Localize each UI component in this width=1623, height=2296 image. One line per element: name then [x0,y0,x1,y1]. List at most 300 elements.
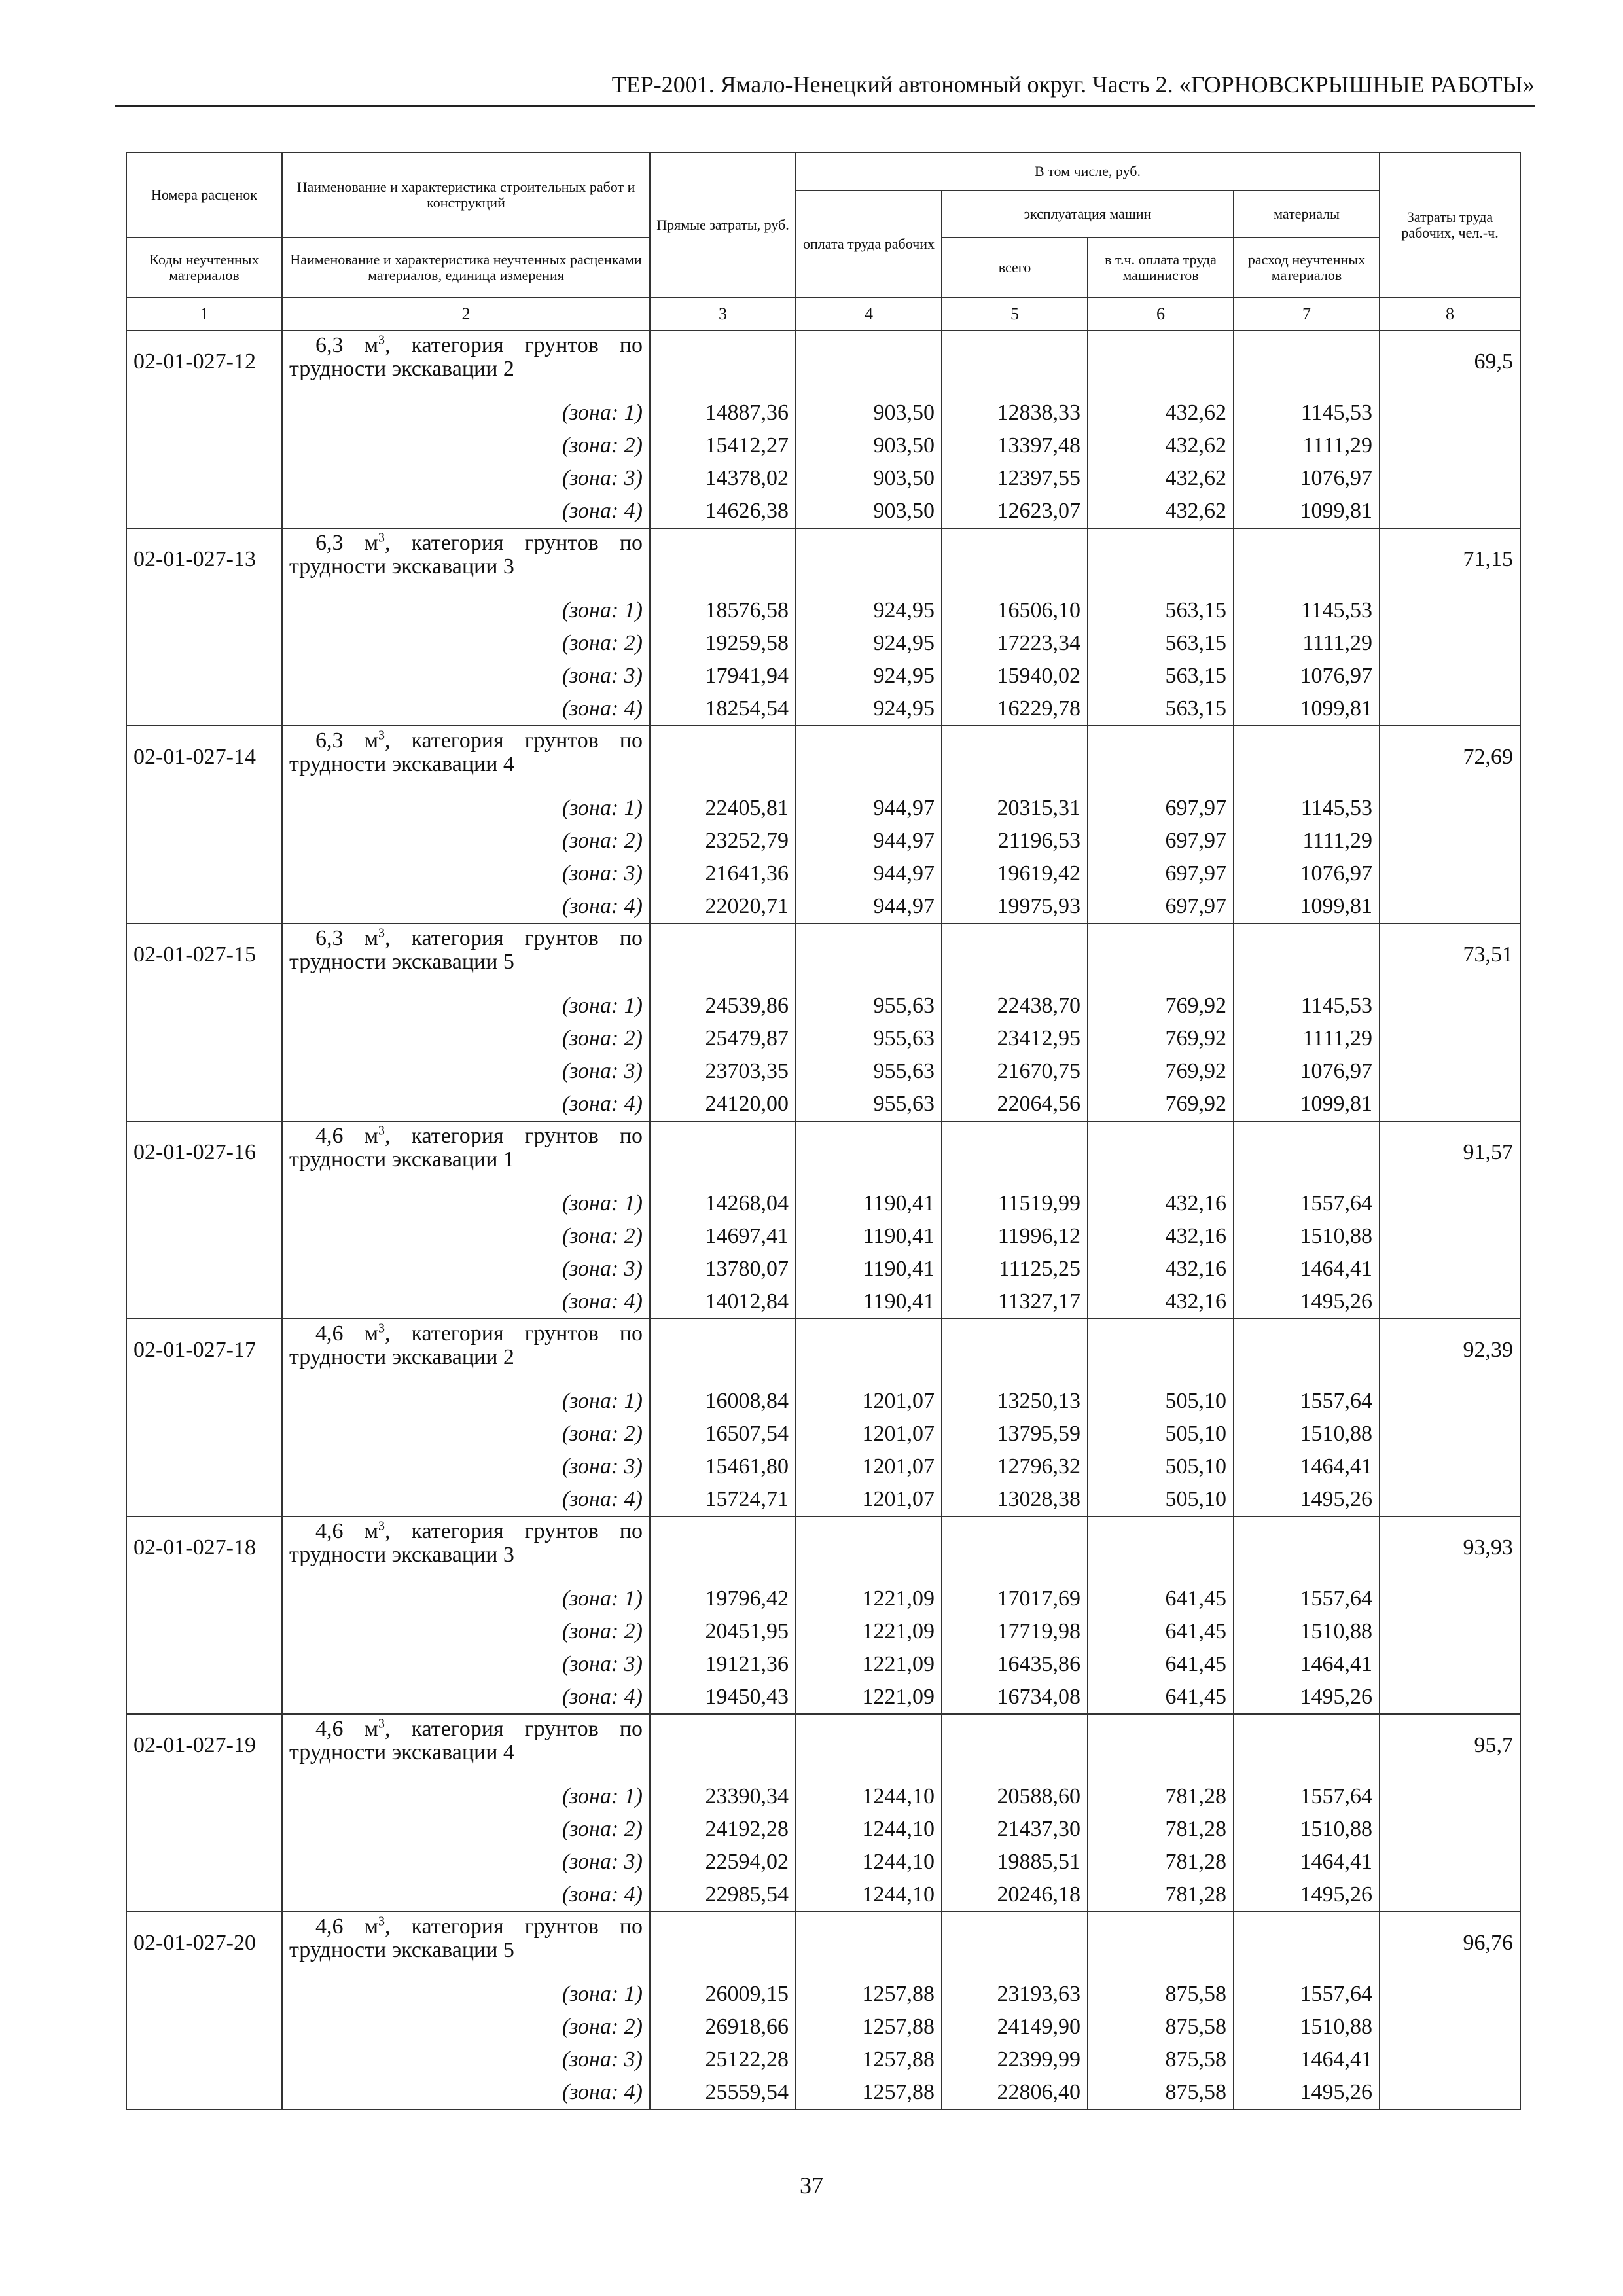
empty-cell [1380,1285,1520,1319]
materials-cost: 1510,88 [1234,2011,1380,2043]
zone-label: (зона: 1) [282,990,650,1022]
empty-cell [942,1550,1088,1583]
rate-description-line1 [289,927,643,950]
worker-pay: 1201,07 [796,1450,942,1483]
machine-total: 16435,86 [942,1648,1088,1681]
zone-label: (зона: 1) [282,1583,650,1615]
soil-category-label: , категория грунтов по [385,1321,643,1346]
worker-pay: 1201,07 [796,1483,942,1516]
empty-cell [126,890,282,924]
zone-label: (зона: 2) [282,1220,650,1253]
direct-costs: 25122,28 [650,2043,796,2076]
empty-cell [1234,1121,1380,1155]
header-rule [115,105,1535,107]
worker-pay: 955,63 [796,1055,942,1088]
zone-row [126,692,1520,726]
direct-costs: 23703,35 [650,1055,796,1088]
zone-row [126,2076,1520,2109]
materials-cost: 1099,81 [1234,890,1380,924]
rate-description-line1 [289,334,643,357]
worker-pay: 1221,09 [796,1681,942,1714]
empty-cell [126,1450,282,1483]
rate-item [126,1516,1520,1714]
empty-cell [1380,857,1520,890]
direct-costs: 18576,58 [650,594,796,627]
operator-pay: 432,16 [1088,1220,1234,1253]
empty-cell [796,1912,942,1945]
col-work-name: Наименование и характеристика строительных работ и конструкций [282,152,650,238]
empty-cell [650,364,796,397]
empty-cell [126,1583,282,1615]
zone-label: (зона: 4) [282,1285,650,1319]
zone-label: (зона: 2) [282,627,650,660]
direct-costs: 19121,36 [650,1648,796,1681]
rate-item [126,726,1520,924]
zone-row [126,1450,1520,1483]
empty-cell [1380,1583,1520,1615]
empty-cell [1234,331,1380,364]
labor-cost: 93,93 [1380,1516,1520,1583]
rate-code: 02-01-027-13 [126,528,282,594]
unit-superscript: 3 [378,1123,385,1138]
col-machine-total: всего [942,238,1088,298]
materials-cost: 1099,81 [1234,692,1380,726]
empty-cell [1380,1253,1520,1285]
rate-description [282,1121,650,1187]
machine-total: 19975,93 [942,890,1088,924]
rate-code: 02-01-027-17 [126,1319,282,1385]
worker-pay: 903,50 [796,397,942,429]
direct-costs: 21641,36 [650,857,796,890]
machine-total: 15940,02 [942,660,1088,692]
zone-row [126,825,1520,857]
operator-pay: 432,16 [1088,1187,1234,1220]
rate-description-line1 [289,1717,643,1741]
zone-label: (зона: 4) [282,495,650,528]
empty-cell [1380,1187,1520,1220]
rate-description-line1 [289,1124,643,1148]
soil-category-label: , категория грунтов по [385,926,643,950]
unit-superscript: 3 [378,1321,385,1336]
zone-label: (зона: 2) [282,1418,650,1450]
rate-description [282,924,650,990]
empty-cell [1234,924,1380,957]
empty-cell [1380,1450,1520,1483]
worker-pay: 924,95 [796,627,942,660]
empty-cell [126,990,282,1022]
zone-label: (зона: 3) [282,1450,650,1483]
worker-pay: 955,63 [796,990,942,1022]
empty-cell [942,364,1088,397]
worker-pay: 1257,88 [796,2043,942,2076]
rate-description-line2: трудности экскавации 5 [289,950,514,974]
rate-item [126,924,1520,1121]
empty-cell [650,1155,796,1187]
direct-costs: 14697,41 [650,1220,796,1253]
col-labor-costs: Затраты труда рабочих, чел.-ч. [1380,152,1520,298]
table-row [126,1912,1520,1945]
materials-cost: 1510,88 [1234,1418,1380,1450]
empty-cell [1380,1681,1520,1714]
empty-cell [942,1516,1088,1550]
direct-costs: 14626,38 [650,495,796,528]
empty-cell [796,759,942,792]
operator-pay: 563,15 [1088,660,1234,692]
zone-row [126,1780,1520,1813]
empty-cell [650,562,796,594]
empty-cell [1380,792,1520,825]
empty-cell [1380,1088,1520,1121]
col-worker-pay: оплата труда рабочих [796,190,942,298]
zone-row [126,1253,1520,1285]
rate-description [282,528,650,594]
operator-pay: 563,15 [1088,692,1234,726]
materials-cost: 1510,88 [1234,1615,1380,1648]
zone-label: (зона: 3) [282,2043,650,2076]
empty-cell [1380,1846,1520,1878]
worker-pay: 1190,41 [796,1187,942,1220]
empty-cell [942,1352,1088,1385]
empty-cell [126,1681,282,1714]
empty-cell [1380,825,1520,857]
empty-cell [1380,495,1520,528]
worker-pay: 1257,88 [796,1978,942,2011]
materials-cost: 1510,88 [1234,1220,1380,1253]
machine-total: 20246,18 [942,1878,1088,1912]
operator-pay: 641,45 [1088,1583,1234,1615]
operator-pay: 563,15 [1088,627,1234,660]
empty-cell [1088,1748,1234,1780]
empty-cell [126,2076,282,2109]
rate-description [282,1912,650,1978]
materials-cost: 1111,29 [1234,627,1380,660]
zone-row [126,1187,1520,1220]
machine-total: 17017,69 [942,1583,1088,1615]
worker-pay: 1190,41 [796,1220,942,1253]
direct-costs: 19450,43 [650,1681,796,1714]
empty-cell [1234,1748,1380,1780]
empty-cell [796,1945,942,1978]
rate-description-line1 [289,729,643,753]
machine-total: 12397,55 [942,462,1088,495]
zone-label: (зона: 4) [282,692,650,726]
direct-costs: 14887,36 [650,397,796,429]
rate-description-line2: трудности экскавации 3 [289,554,514,579]
direct-costs: 17941,94 [650,660,796,692]
empty-cell [1234,759,1380,792]
zone-row [126,1648,1520,1681]
operator-pay: 505,10 [1088,1385,1234,1418]
labor-cost: 71,15 [1380,528,1520,594]
empty-cell [126,1187,282,1220]
soil-category-label: , категория грунтов по [385,1124,643,1148]
soil-category-label: , категория грунтов по [385,1519,643,1543]
empty-cell [942,331,1088,364]
empty-cell [1088,562,1234,594]
rate-description-line2: трудности экскавации 4 [289,752,514,776]
machine-total: 22064,56 [942,1088,1088,1121]
rate-code: 02-01-027-14 [126,726,282,792]
table-row [126,1714,1520,1748]
empty-cell [796,1550,942,1583]
zone-row [126,1681,1520,1714]
direct-costs: 15724,71 [650,1483,796,1516]
rate-description [282,726,650,792]
materials-cost: 1495,26 [1234,1681,1380,1714]
direct-costs: 26009,15 [650,1978,796,2011]
empty-cell [650,1714,796,1748]
materials-cost: 1557,64 [1234,1780,1380,1813]
empty-cell [1088,957,1234,990]
empty-cell [126,495,282,528]
soil-category-label: , категория грунтов по [385,728,643,753]
zone-label: (зона: 4) [282,2076,650,2109]
bucket-volume: 4,6 м [315,1914,379,1939]
empty-cell [1380,1978,1520,2011]
zone-label: (зона: 2) [282,825,650,857]
zone-row [126,397,1520,429]
empty-cell [796,562,942,594]
zone-row [126,1878,1520,1912]
empty-cell [942,1714,1088,1748]
zone-label: (зона: 1) [282,1780,650,1813]
bucket-volume: 6,3 м [315,531,379,555]
materials-cost: 1099,81 [1234,1088,1380,1121]
operator-pay: 781,28 [1088,1846,1234,1878]
empty-cell [1380,462,1520,495]
worker-pay: 903,50 [796,462,942,495]
machine-total: 23412,95 [942,1022,1088,1055]
empty-cell [1380,692,1520,726]
materials-cost: 1145,53 [1234,990,1380,1022]
direct-costs: 14378,02 [650,462,796,495]
col-number-4: 4 [796,298,942,331]
machine-total: 11519,99 [942,1187,1088,1220]
worker-pay: 903,50 [796,495,942,528]
operator-pay: 697,97 [1088,825,1234,857]
direct-costs: 23390,34 [650,1780,796,1813]
zone-row [126,1813,1520,1846]
worker-pay: 924,95 [796,692,942,726]
empty-cell [942,1319,1088,1352]
soil-category-label: , категория грунтов по [385,1717,643,1741]
empty-cell [796,726,942,759]
col-machine-operation: эксплуатация машин [942,190,1234,238]
materials-cost: 1495,26 [1234,1878,1380,1912]
empty-cell [1380,627,1520,660]
materials-cost: 1557,64 [1234,1978,1380,2011]
zone-label: (зона: 2) [282,1813,650,1846]
empty-cell [1380,1022,1520,1055]
machine-total: 11125,25 [942,1253,1088,1285]
empty-cell [1380,1648,1520,1681]
direct-costs: 22594,02 [650,1846,796,1878]
rate-description-line1 [289,1520,643,1543]
operator-pay: 781,28 [1088,1878,1234,1912]
table-row [126,1121,1520,1155]
empty-cell [126,1648,282,1681]
materials-cost: 1510,88 [1234,1813,1380,1846]
zone-label: (зона: 3) [282,462,650,495]
materials-cost: 1076,97 [1234,857,1380,890]
empty-cell [1380,1878,1520,1912]
empty-cell [1380,1483,1520,1516]
operator-pay: 432,16 [1088,1285,1234,1319]
empty-cell [942,726,1088,759]
machine-total: 22438,70 [942,990,1088,1022]
machine-total: 16229,78 [942,692,1088,726]
materials-cost: 1557,64 [1234,1583,1380,1615]
empty-cell [650,957,796,990]
worker-pay: 944,97 [796,792,942,825]
empty-cell [942,924,1088,957]
bucket-volume: 6,3 м [315,728,379,753]
worker-pay: 924,95 [796,594,942,627]
empty-cell [1088,759,1234,792]
worker-pay: 1244,10 [796,1878,942,1912]
empty-cell [796,1714,942,1748]
empty-cell [942,957,1088,990]
col-number-3: 3 [650,298,796,331]
zone-row [126,1285,1520,1319]
unit-superscript: 3 [378,728,385,743]
rate-description-line1 [289,1915,643,1939]
rate-description-line1 [289,531,643,555]
empty-cell [1380,1615,1520,1648]
col-number-8: 8 [1380,298,1520,331]
rate-item [126,331,1520,528]
direct-costs: 22020,71 [650,890,796,924]
unit-superscript: 3 [378,530,385,545]
machine-total: 21670,75 [942,1055,1088,1088]
empty-cell [796,364,942,397]
empty-cell [1234,1516,1380,1550]
empty-cell [126,2011,282,2043]
zone-row [126,462,1520,495]
zone-row [126,1055,1520,1088]
col-number-5: 5 [942,298,1088,331]
operator-pay: 641,45 [1088,1648,1234,1681]
col-rate-numbers: Номера расценок [126,152,282,238]
operator-pay: 769,92 [1088,1088,1234,1121]
empty-cell [126,825,282,857]
materials-cost: 1145,53 [1234,397,1380,429]
empty-cell [1088,1714,1234,1748]
bucket-volume: 6,3 м [315,333,379,357]
operator-pay: 432,62 [1088,462,1234,495]
empty-cell [126,792,282,825]
worker-pay: 944,97 [796,825,942,857]
zone-label: (зона: 3) [282,857,650,890]
table-header [126,152,1520,331]
direct-costs: 24120,00 [650,1088,796,1121]
empty-cell [1234,1945,1380,1978]
machine-total: 23193,63 [942,1978,1088,2011]
running-header: ТЕР-2001. Ямало-Ненецкий автономный округ. Часть 2. «ГОРНОВСКРЫШНЫЕ РАБОТЫ» [611,71,1535,98]
zone-label: (зона: 4) [282,890,650,924]
worker-pay: 1221,09 [796,1648,942,1681]
rate-code: 02-01-027-16 [126,1121,282,1187]
direct-costs: 24539,86 [650,990,796,1022]
empty-cell [1088,1319,1234,1352]
operator-pay: 875,58 [1088,1978,1234,2011]
machine-total: 13250,13 [942,1385,1088,1418]
worker-pay: 955,63 [796,1022,942,1055]
empty-cell [1380,990,1520,1022]
worker-pay: 924,95 [796,660,942,692]
operator-pay: 875,58 [1088,2076,1234,2109]
empty-cell [1380,397,1520,429]
operator-pay: 432,16 [1088,1253,1234,1285]
worker-pay: 955,63 [796,1088,942,1121]
empty-cell [796,1516,942,1550]
labor-cost: 73,51 [1380,924,1520,990]
empty-cell [1088,528,1234,562]
machine-total: 13028,38 [942,1483,1088,1516]
empty-cell [650,1912,796,1945]
worker-pay: 1244,10 [796,1780,942,1813]
operator-pay: 563,15 [1088,594,1234,627]
empty-cell [126,1878,282,1912]
soil-category-label: , категория грунтов по [385,333,643,357]
materials-cost: 1076,97 [1234,660,1380,692]
zone-label: (зона: 4) [282,1878,650,1912]
operator-pay: 697,97 [1088,890,1234,924]
zone-row [126,1088,1520,1121]
table-row [126,1319,1520,1352]
rate-item [126,1912,1520,2109]
machine-total: 16506,10 [942,594,1088,627]
empty-cell [1088,726,1234,759]
empty-cell [1234,562,1380,594]
labor-cost: 96,76 [1380,1912,1520,1978]
empty-cell [1088,924,1234,957]
empty-cell [1088,1912,1234,1945]
direct-costs: 15412,27 [650,429,796,462]
rate-description-line2: трудности экскавации 4 [289,1740,514,1765]
zone-row [126,1846,1520,1878]
labor-cost: 95,7 [1380,1714,1520,1780]
rate-item [126,528,1520,726]
zone-row [126,1583,1520,1615]
empty-cell [650,1945,796,1978]
empty-cell [796,957,942,990]
zone-label: (зона: 2) [282,2011,650,2043]
empty-cell [942,1748,1088,1780]
col-number-7: 7 [1234,298,1380,331]
materials-cost: 1111,29 [1234,429,1380,462]
zone-row [126,627,1520,660]
machine-total: 21437,30 [942,1813,1088,1846]
empty-cell [1088,1155,1234,1187]
empty-cell [126,1220,282,1253]
zone-label: (зона: 1) [282,792,650,825]
operator-pay: 781,28 [1088,1813,1234,1846]
zone-row [126,792,1520,825]
empty-cell [126,594,282,627]
worker-pay: 903,50 [796,429,942,462]
labor-cost: 92,39 [1380,1319,1520,1385]
empty-cell [1088,331,1234,364]
machine-total: 13795,59 [942,1418,1088,1450]
table-row [126,528,1520,562]
empty-cell [1380,1385,1520,1418]
empty-cell [1234,1912,1380,1945]
empty-cell [796,331,942,364]
col-material-codes: Коды неучтенных материалов [126,238,282,298]
col-direct-costs: Прямые затраты, руб. [650,152,796,298]
materials-cost: 1145,53 [1234,792,1380,825]
